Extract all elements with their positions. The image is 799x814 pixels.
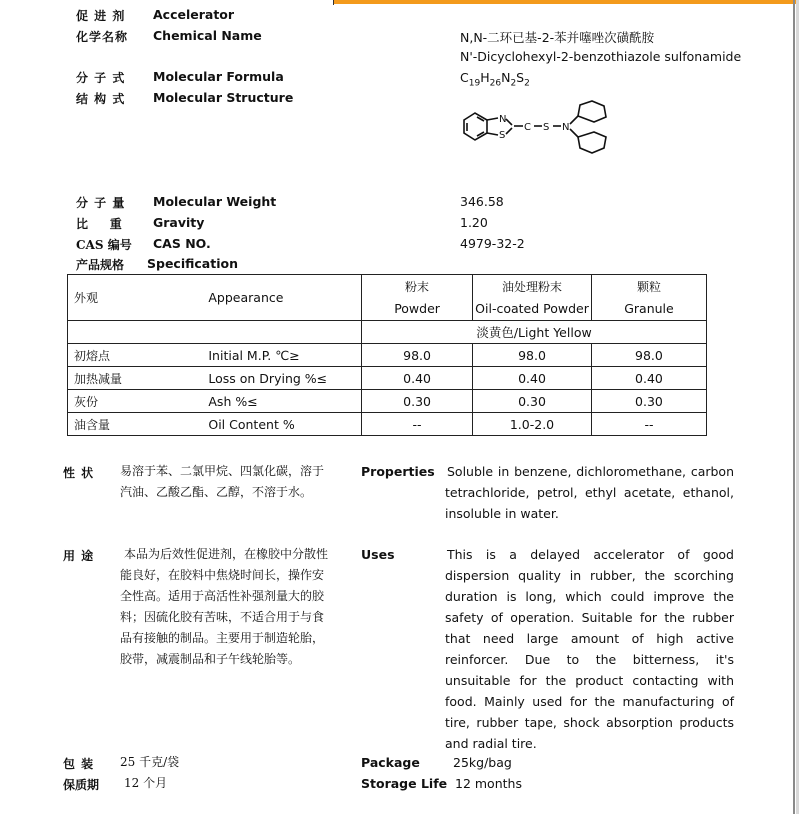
col-oil-coated-en: Oil-coated Powder: [473, 298, 592, 321]
atom-n-amine: N: [562, 122, 570, 133]
cyclohexyl-ring-bottom: [578, 132, 606, 153]
row-value-powder: --: [362, 413, 473, 436]
cas-value: 4979-32-2: [460, 236, 525, 251]
appearance-spacer-1: [68, 321, 207, 344]
row-value-granule: 0.30: [591, 390, 706, 413]
structure-label-en: Molecular Structure: [153, 90, 294, 105]
atom-c: C: [524, 122, 531, 133]
row-value-powder: 0.30: [362, 390, 473, 413]
row-label-cn: 油含量: [68, 413, 207, 436]
properties-label-cn: 性 状: [63, 466, 95, 480]
table-row: [68, 413, 707, 436]
chemical-name-value-cn: N,N-二环已基-2-苯并噻唑次磺酰胺: [460, 30, 655, 45]
row-value-oil-coated: 1.0-2.0: [473, 413, 592, 436]
mw-label-en: Molecular Weight: [153, 194, 277, 209]
col-powder-en: Powder: [362, 298, 473, 321]
storage-value-en: 12 months: [455, 776, 522, 791]
row-value-powder: 98.0: [362, 344, 473, 367]
row-label-en: Oil Content %: [206, 413, 361, 436]
row-value-oil-coated: 98.0: [473, 344, 592, 367]
row-value-granule: 98.0: [591, 344, 706, 367]
chemical-name-value-en: N'-Dicyclohexyl-2-benzothiazole sulfonamide: [460, 49, 742, 64]
storage-label-en: Storage Life: [361, 776, 448, 791]
appearance-cn-cell: 外观: [68, 275, 207, 321]
molecular-structure-diagram: [458, 96, 618, 166]
cas-label-en: CAS NO.: [153, 236, 211, 251]
properties-text-cn: 易溶于苯、二氯甲烷、四氯化碳，溶于汽油、乙酸乙酯、乙醇，不溶于水。: [120, 464, 325, 499]
structure-label-cn: 结 构 式: [76, 92, 126, 106]
row-label-en: Initial M.P. ℃≥: [206, 344, 361, 367]
cas-label-cn: CAS 编号: [76, 238, 132, 252]
formula-value-text: $C_{19}H_{26}N_2S_2$: [460, 70, 530, 89]
storage-label-cn: 保质期: [63, 778, 100, 792]
table-row: [68, 390, 707, 413]
col-powder-cn: 粉末: [362, 275, 473, 298]
spec-label-cn: 产品规格: [76, 258, 125, 272]
top-accent-bar: [333, 0, 799, 4]
col-granule-cn: 颗粒: [591, 275, 706, 298]
formula-value: [460, 70, 530, 89]
package-label-cn: 包 装: [63, 757, 95, 771]
gravity-label-en: Gravity: [153, 215, 205, 230]
col-oil-coated-cn: 油处理粉末: [473, 275, 592, 298]
mw-label-cn: 分 子 量: [76, 196, 126, 210]
top-bar-divider: [333, 0, 334, 5]
specification-table: [67, 274, 707, 436]
package-label-en: Package: [361, 755, 420, 770]
row-label-cn: 加热减量: [68, 367, 207, 390]
row-label-cn: 初熔点: [68, 344, 207, 367]
row-value-powder: 0.40: [362, 367, 473, 390]
row-value-oil-coated: 0.30: [473, 390, 592, 413]
uses-text-en: This is a delayed accelerator of good dispersion quality in rubber, the scorching duration is long, which could improve the safety of operation. Suitable for the rubber that need large amount of high active reinforcer. Due to the bitterness, it's unsuitable for the product contacting with food. Mainly used for the manufacturing of tire, rubber tape, shock absorption products and radial tire.: [445, 547, 734, 751]
atom-s-ring: S: [499, 130, 506, 141]
uses-label-cn: 用 途: [63, 549, 95, 563]
col-granule-en: Granule: [591, 298, 706, 321]
cyclohexyl-ring-top: [578, 101, 606, 122]
gravity-value: 1.20: [460, 215, 488, 230]
properties-text-en: Soluble in benzene, dichloromethane, carbon tetrachloride, petrol, ethyl acetate, ethanol, insoluble in water.: [445, 464, 734, 521]
formula-label-en: Molecular Formula: [153, 69, 284, 84]
package-value-en: 25kg/bag: [453, 755, 512, 770]
row-value-granule: 0.40: [591, 367, 706, 390]
accelerator-label-cn: 促 进 剂: [76, 9, 126, 23]
chemical-name-label-cn: 化学名称: [76, 30, 129, 44]
row-label-cn: 灰份: [68, 390, 207, 413]
row-value-granule: --: [591, 413, 706, 436]
page-edge-shadow: [793, 0, 795, 814]
appearance-spacer-2: [206, 321, 361, 344]
mw-value: 346.58: [460, 194, 504, 209]
spec-label-en: Specification: [147, 256, 238, 271]
row-label-en: Loss on Drying %≤: [206, 367, 361, 390]
gravity-label-cn: 比 重: [76, 217, 123, 231]
properties-label-en: Properties: [361, 464, 435, 479]
uses-label-en: Uses: [361, 547, 395, 562]
row-value-oil-coated: 0.40: [473, 367, 592, 390]
chemical-name-label-en: Chemical Name: [153, 28, 262, 43]
package-value-cn: 25 千克/袋: [120, 755, 180, 769]
appearance-en-cell: Appearance: [206, 275, 361, 321]
formula-label-cn: 分 子 式: [76, 71, 126, 85]
storage-value-cn: 12 个月: [124, 776, 168, 790]
row-label-en: Ash %≤: [206, 390, 361, 413]
table-row: [68, 367, 707, 390]
accelerator-label-en: Accelerator: [153, 7, 235, 22]
atom-n-ring: N: [499, 114, 507, 125]
uses-text-cn: 本品为后效性促进剂，在橡胶中分散性能良好，在胶料中焦烧时间长，操作安全性高。适用于高活性补强剂量大的胶料；因硫化胶有苦味，不适合用于与食品有接触的制品。主要用于制造轮胎，胶带，减震制品和子午线轮胎等。: [120, 547, 329, 666]
appearance-value-cell: 淡黄色/Light Yellow: [362, 321, 707, 344]
atom-s-bridge: S: [543, 122, 550, 133]
table-row: [68, 344, 707, 367]
